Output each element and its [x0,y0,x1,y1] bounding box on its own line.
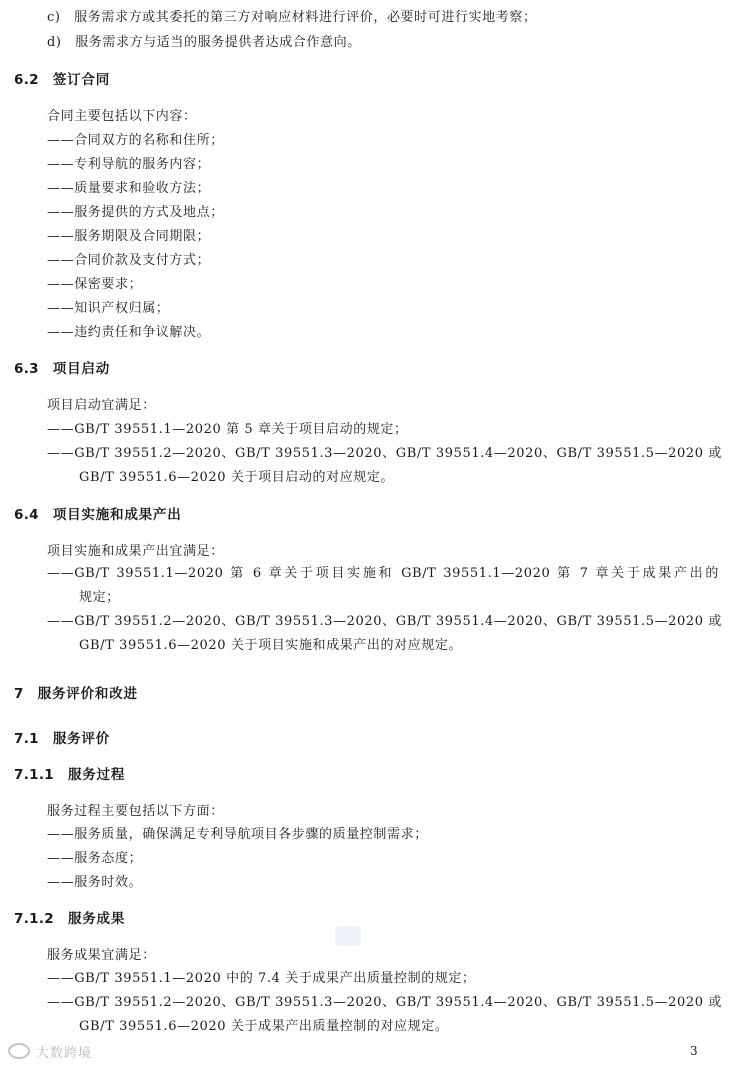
section-lead: 项目实施和成果产出宜满足： [47,544,224,559]
chapter-heading-7 [14,686,138,702]
section-heading-6-4 [14,507,182,523]
list-item: ——GB/T 39551.1—2020 第 6 章关于项目实施和 GB/T 39551.1—2020 第 7 章关于成果产出的 [47,566,719,581]
section-title: 服务评价 [52,731,111,747]
list-item-c: c) 服务需求方或其委托的第三方对响应材料进行评价，必要时可进行实地考察； [47,10,537,25]
section-title: 签订合同 [52,72,111,88]
section-title: 服务成果 [67,911,126,927]
section-number: 7.1 [14,731,39,747]
list-item-d: d) 服务需求方与适当的服务提供者达成合作意向。 [47,35,361,50]
list-item: ——违约责任和争议解决。 [47,325,211,340]
section-heading-6-3 [14,361,110,377]
logo-mark-icon [8,1043,30,1059]
section-title: 项目实施和成果产出 [52,507,182,523]
list-item-continuation: GB/T 39551.6—2020 关于成果产出质量控制的对应规定。 [79,1019,449,1034]
section-lead: 服务过程主要包括以下方面： [47,804,224,819]
section-number: 6.4 [14,507,39,523]
list-item-continuation: 规定； [79,590,120,605]
section-lead: 项目启动宜满足： [47,398,156,413]
section-number: 7.1.2 [14,911,54,927]
section-heading-6-2 [14,72,110,88]
section-lead: 服务成果宜满足： [47,948,156,963]
list-item: ——服务期限及合同期限； [47,229,211,244]
list-item: ——保密要求； [47,277,143,292]
list-item: ——服务时效。 [47,875,143,890]
watermark-text: 大数跨境 [36,1045,93,1061]
section-number: 7.1.1 [14,767,54,783]
section-heading-7-1 [14,731,110,747]
list-item: ——服务提供的方式及地点； [47,205,224,220]
watermark-badge [335,926,361,946]
section-title: 项目启动 [52,361,111,377]
section-number: 7 [14,686,24,702]
list-item: ——合同双方的名称和住所； [47,133,224,148]
list-item: ——GB/T 39551.2—2020、GB/T 39551.3—2020、GB/T 39551.4—2020、GB/T 39551.5—2020 或 [47,446,722,461]
section-title: 服务过程 [67,767,126,783]
list-item: ——GB/T 39551.1—2020 第 5 章关于项目启动的规定； [47,422,408,437]
section-heading-7-1-2 [14,911,125,927]
section-heading-7-1-1 [14,767,125,783]
list-item: ——服务质量，确保满足专利导航项目各步骤的质量控制需求； [47,827,428,842]
list-item: ——知识产权归属； [47,301,170,316]
list-item-continuation: GB/T 39551.6—2020 关于项目启动的对应规定。 [79,470,395,485]
section-title: 服务评价和改进 [37,686,138,702]
section-number: 6.2 [14,72,39,88]
watermark-logo [8,1041,92,1061]
list-item: ——GB/T 39551.1—2020 中的 7.4 关于成果产出质量控制的规定； [47,971,476,986]
list-item: ——专利导航的服务内容； [47,157,211,172]
page-number: 3 [690,1044,698,1058]
section-lead: 合同主要包括以下内容： [47,109,197,124]
list-item-continuation: GB/T 39551.6—2020 关于项目实施和成果产出的对应规定。 [79,638,463,653]
list-item: ——服务态度； [47,851,143,866]
list-item: ——质量要求和验收方法； [47,181,211,196]
list-item: ——合同价款及支付方式； [47,253,211,268]
section-number: 6.3 [14,361,39,377]
list-item: ——GB/T 39551.2—2020、GB/T 39551.3—2020、GB/T 39551.4—2020、GB/T 39551.5—2020 或 [47,995,722,1010]
list-item: ——GB/T 39551.2—2020、GB/T 39551.3—2020、GB/T 39551.4—2020、GB/T 39551.5—2020 或 [47,614,722,629]
